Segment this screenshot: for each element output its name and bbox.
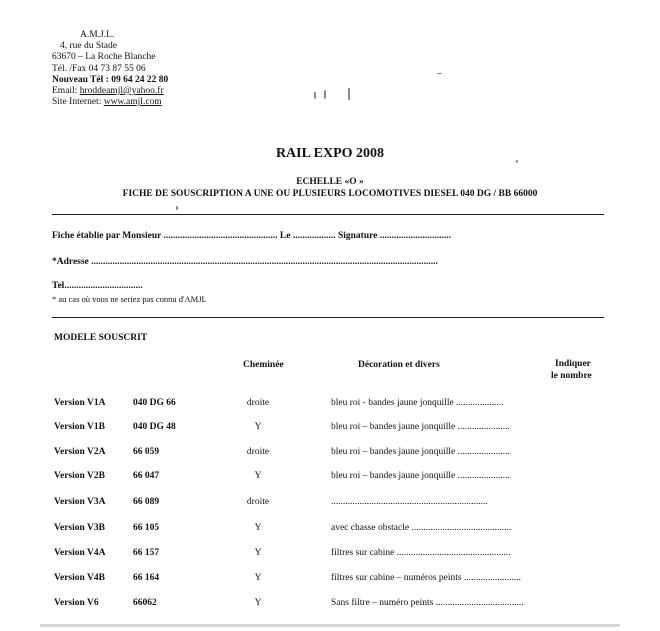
table-row [0, 548, 660, 562]
version-cell: Version V1A [54, 398, 106, 408]
chimney-cell: droite [246, 497, 270, 507]
column-header-deco: Décoration et divers [358, 360, 440, 370]
cut-off-line [40, 624, 620, 627]
number-cell: 66 089 [133, 497, 160, 507]
email-label: Email: [52, 86, 80, 97]
chimney-cell: droite [246, 447, 270, 457]
decoration-cell[interactable]: .................................................................. [331, 497, 488, 507]
column-header-chem: Cheminée [243, 360, 284, 370]
decoration-cell[interactable]: Sans filtre – numéro peints ..................................... [331, 598, 524, 608]
decoration-cell[interactable]: bleu roi – bandes jaune jonquille ...................... [331, 422, 510, 432]
scan-speck [324, 90, 326, 99]
decoration-cell[interactable]: bleu roi – bandes jaune jonquille ...................... [331, 471, 510, 481]
site-label: Site Internet: [52, 97, 104, 108]
divider [52, 214, 604, 215]
table-row [0, 447, 660, 461]
adresse-field[interactable]: *Adresse .................................................................................................................................................. [52, 257, 438, 267]
table-row [0, 523, 660, 537]
version-cell: Version V6 [54, 598, 99, 608]
decoration-cell[interactable]: filtres sur cabine ................................................ [331, 548, 511, 558]
chimney-cell: Y [254, 598, 262, 608]
version-cell: Version V1B [54, 422, 105, 432]
chimney-cell: droite [246, 398, 270, 408]
number-cell: 66 164 [133, 573, 160, 583]
scan-speck [176, 206, 178, 210]
version-cell: Version V3A [54, 497, 106, 507]
street: 4, rue du Stade [60, 41, 117, 52]
scan-speck [314, 92, 316, 99]
number-cell: 040 DG 66 [133, 398, 176, 408]
scan-speck [348, 88, 350, 100]
number-cell: 66 157 [133, 548, 160, 558]
version-cell: Version V3B [54, 523, 105, 533]
site-line [52, 97, 168, 108]
section-heading: MODELE SOUSCRIT [54, 333, 148, 343]
chimney-cell: Y [254, 422, 262, 432]
fiche-field[interactable]: Fiche établie par Monsieur ................................................ Le .................. Signature .............................. [52, 231, 451, 241]
table-row [0, 598, 660, 612]
decoration-cell[interactable]: bleu roi - bandes jaune jonquille .................... [331, 398, 504, 408]
chimney-cell: Y [254, 548, 262, 558]
org-name: A.M.J.L. [80, 30, 115, 40]
divider [52, 317, 604, 318]
number-cell: 66 059 [133, 447, 160, 457]
new-tel: Nouveau Tél : 09 64 24 22 80 [52, 74, 169, 85]
number-cell: 66 047 [133, 471, 160, 481]
number-cell: 040 DG 48 [133, 422, 176, 432]
page-title: RAIL EXPO 2008 [275, 146, 385, 161]
table-row [0, 497, 660, 511]
email-line [52, 86, 168, 97]
column-header-ind2: le nombre [551, 371, 592, 381]
version-cell: Version V4B [54, 573, 105, 583]
chimney-cell: Y [254, 471, 262, 481]
version-cell: Version V2A [54, 447, 106, 457]
site-link[interactable]: www.amjl.com [103, 97, 162, 108]
decoration-cell[interactable]: avec chasse obstacle .......................................... [331, 523, 512, 533]
city: 63670 – La Roche Blanche [52, 52, 156, 63]
table-row [0, 422, 660, 436]
version-cell: Version V4A [54, 548, 106, 558]
form-subtitle: FICHE DE SOUSCRIPTION A UNE OU PLUSIEURS LOCOMOTIVES DIESEL 040 DG / BB 66000 [122, 189, 538, 199]
email-link[interactable]: hroddeamjl@yahoo.fr [79, 86, 164, 97]
tel-fax: Tél. /Fax 04 73 87 55 06 [52, 63, 146, 74]
number-cell: 66062 [133, 598, 157, 608]
chimney-cell: Y [254, 573, 262, 583]
column-header-ind1: Indiquer [555, 359, 591, 369]
decoration-cell[interactable]: bleu roi – bandes jaune jonquille ...................... [331, 447, 510, 457]
chimney-cell: Y [254, 523, 262, 533]
number-cell: 66 105 [133, 523, 160, 533]
table-row [0, 398, 660, 412]
table-row [0, 573, 660, 587]
footnote: * au cas où vous ne seriez pas connu d'AMJL [52, 294, 207, 304]
table-row [0, 471, 660, 485]
tel-field[interactable]: Tel................................. [52, 281, 143, 291]
scan-speck [516, 160, 518, 163]
scale-subtitle: ECHELLE «O » [296, 177, 364, 187]
decoration-cell[interactable]: filtres sur cabine – numéros peints ........................ [331, 573, 521, 583]
scan-speck [437, 73, 442, 74]
association-address-block [52, 30, 168, 108]
version-cell: Version V2B [54, 471, 105, 481]
